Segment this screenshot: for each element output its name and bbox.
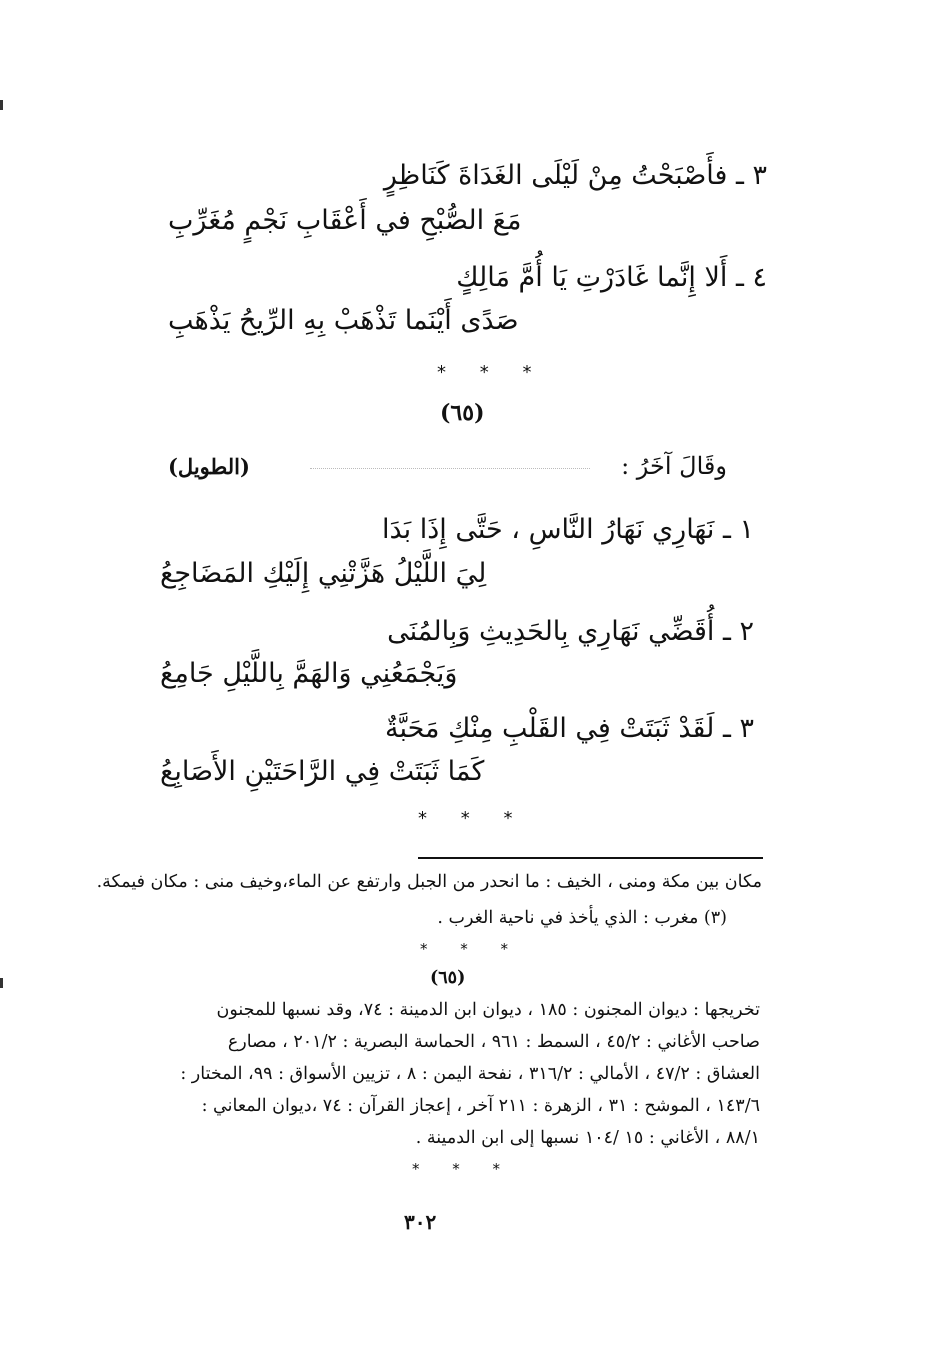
poem-number: (٦٥) xyxy=(440,400,485,426)
takhrij-line-1: تخريجها : ديوان المجنون : ١٨٥ ، ديوان ابن الدمينة : ٧٤، وقد نسبها للمجنون xyxy=(216,1000,760,1020)
verse-65-2-first-text: أُقَضِّي نَهَارِي بِالحَدِيثِ وَبِالمُنَى xyxy=(387,616,715,647)
page-number: ٣٠٢ xyxy=(404,1210,437,1234)
scan-mark-top xyxy=(0,100,3,110)
takhrij-line-3: العشاق : ٤٧/٢ ، الأمالي : ٣١٦/٢ ، نفحة اليمن : ٨ ، تزيين الأسواق : ٩٩، المختار : xyxy=(180,1064,760,1084)
footnote-rule xyxy=(418,857,763,859)
poem-end-separator: * * * xyxy=(418,808,527,829)
verse-65-3-first xyxy=(385,713,754,744)
verse-3-first-text: فأَصْبَحْتُ مِنْ لَيْلَى الغَدَاةَ كَنَاظِرٍ xyxy=(383,160,728,191)
verse-3-second-text: مَعَ الصُّبْحِ في أَعْقَابِ نَجْمٍ مُغَرِّبِ xyxy=(168,205,522,236)
verse-4-first-hemistich xyxy=(456,262,767,293)
verse-65-1-second xyxy=(160,558,486,589)
takhrij-line-2: صاحب الأغاني : ٤٥/٢ ، السمط : ٩٦١ ، الحماسة البصرية : ٢٠١/٢ ، مصارع xyxy=(227,1032,760,1052)
verse-65-2-second-text: وَيَجْمَعُنِي وَالهَمَّ بِاللَّيْلِ جَامِعُ xyxy=(160,658,458,689)
takhrij-line-5: ٨٨/١ ، الأغاني : ١٥ /١٠٤ نسبها إلى ابن الدمينة . xyxy=(415,1128,760,1148)
footnote-poem-number: (٦٥) xyxy=(430,968,466,988)
section-separator: * * * xyxy=(437,362,546,383)
verse-4-second-text: صَدًى أَيْنَما تَذْهَبْ بِهِ الرِّيحُ يَذْهَبِ xyxy=(168,305,519,336)
verse-3-number: ٣ ـ xyxy=(735,160,767,191)
verse-4-number: ٤ ـ xyxy=(735,262,767,293)
verse-65-2-number: ٢ ـ xyxy=(722,616,754,647)
footnote-end-separator: * * * xyxy=(412,1160,515,1178)
verse-65-1-second-text: لِيَ اللَّيْلُ هَزَّتْنِي إِلَيْكِ المَضَاجِعُ xyxy=(160,558,487,589)
verse-65-3-number: ٣ ـ xyxy=(722,713,754,744)
footnote-line-2: (٣) مغرب : الذي يأخذ في ناحية الغرب . xyxy=(437,908,727,928)
verse-4-first-text: أَلا إِنَّما غَادَرْتِ يَا أُمَّ مَالِكٍ xyxy=(456,262,728,293)
verse-65-3-first-text: لَقَدْ ثَبَتَتْ فِي القَلْبِ مِنْكِ مَحَبَّةٌ xyxy=(384,713,715,744)
verse-65-1-first xyxy=(382,514,754,545)
verse-65-3-second-text: كَمَا ثَبَتَتْ فِي الرَّاحَتَيْنِ الأَصَابِعُ xyxy=(160,756,485,787)
footnote-line-1: مكان بين مكة ومنى ، الخيف : ما انحدر من الجبل وارتفع عن الماء،وخيف منى : مكان فيمكة. xyxy=(96,872,762,892)
verse-65-3-second xyxy=(160,756,484,787)
verse-65-2-first xyxy=(387,616,754,647)
intro-leader xyxy=(310,468,590,469)
poem-meter: (الطويل) xyxy=(168,454,250,479)
verse-65-2-second xyxy=(160,658,457,689)
scan-mark-bottom xyxy=(0,978,3,988)
verse-3-second-hemistich xyxy=(168,205,522,236)
verse-65-1-first-text: نَهَارِي نَهَارُ النَّاسِ ، حَتَّى إِذَا بَدَا xyxy=(381,514,715,545)
verse-4-second-hemistich xyxy=(168,305,519,336)
footnote-separator: * * * xyxy=(420,940,523,958)
verse-65-1-number: ١ ـ xyxy=(722,514,754,545)
verse-3-first-hemistich xyxy=(384,160,767,191)
takhrij-line-4: ١٤٣/٦ ، الموشح : ٣١ ، الزهرة : ٢١١ آخر ، إعجاز القرآن : ٧٤ ،ديوان المعاني : xyxy=(201,1096,760,1116)
poem-intro: وقَالَ آخَرُ : xyxy=(621,452,727,480)
